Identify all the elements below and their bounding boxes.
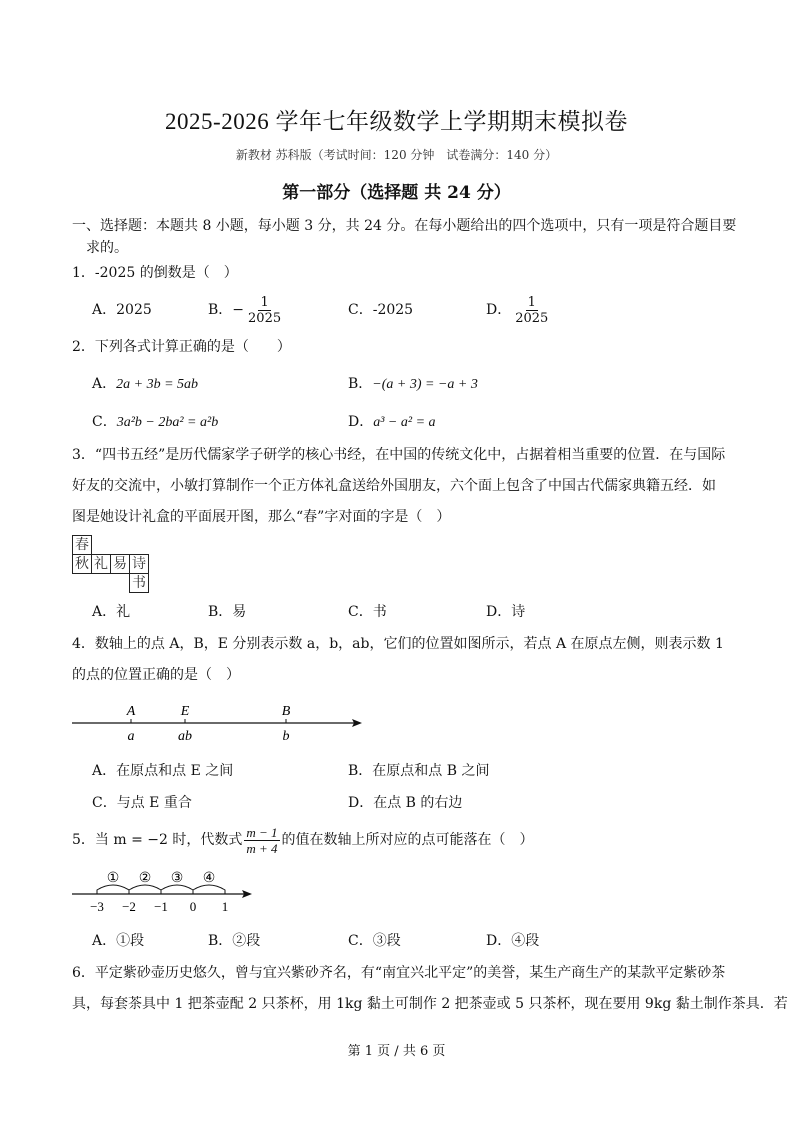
question-1-option-b: B．− $\frac{1}{2025}$ (208, 294, 282, 326)
number-line-q4 (70, 698, 370, 746)
question-5-option-b: B．②段 (208, 933, 261, 949)
segment-label-2: ② (138, 871, 152, 886)
question-1-option-a: A．2025 (92, 302, 152, 318)
value-label-b: b (282, 729, 290, 744)
question-3-option-a: A．礼 (92, 604, 131, 620)
tick-label: −2 (122, 899, 136, 914)
page-number: 第 1 页 / 共 6 页 (347, 1044, 446, 1059)
segment-label-4: ④ (202, 871, 216, 886)
instructions-line-2: 求的。 (86, 240, 128, 256)
section-title: 第一部分（选择题 共 24 分） (282, 183, 511, 203)
question-1-option-d: D． $\frac{1}{2025}$ (486, 294, 549, 326)
net-face-middle-4: 诗 (129, 554, 149, 574)
question-2-option-c: C．3a²b − 2ba² = a²b (92, 414, 219, 430)
tick-label: 0 (189, 899, 197, 914)
net-face-middle-3: 易 (110, 554, 130, 574)
question-4-option-b: B．在原点和点 B 之间 (348, 763, 490, 779)
number-line-q5 (70, 866, 260, 916)
question-5-stem: 5．当 m = −2 时，代数式 $\frac{m - 1}{m + 4}$ 的值在数轴上所对应的点可能落在（ ） (72, 824, 534, 856)
instructions-line-1: 一、选择题：本题共 8 小题，每小题 3 分，共 24 分。在每小题给出的四个选项中，只有一项是符合题目要 (72, 218, 737, 234)
question-4-option-d: D．在点 B 的右边 (348, 795, 463, 811)
question-2-option-b: B．−(a + 3) = −a + 3 (348, 376, 478, 392)
question-2-option-a: A．2a + 3b = 5ab (92, 376, 199, 392)
question-3-option-c: C．书 (348, 604, 387, 620)
net-face-middle-1: 秋 (72, 554, 92, 574)
question-1-option-c: C．-2025 (348, 302, 414, 318)
question-5-option-c: C．③段 (348, 933, 401, 949)
segment-label-3: ③ (170, 871, 184, 886)
tick-label: −1 (154, 899, 168, 914)
net-face-middle-2: 礼 (91, 554, 111, 574)
question-3-option-b: B．易 (208, 604, 247, 620)
question-3-stem-line-3: 图是她设计礼盒的平面展开图，那么“春”字对面的字是（ ） (72, 509, 451, 525)
net-face-top: 春 (72, 535, 92, 555)
exam-subtitle: 新教材 苏科版（考试时间：120 分钟 试卷满分：140 分） (235, 148, 558, 162)
question-4-stem-line-2: 的点的位置正确的是（ ） (72, 667, 240, 683)
question-6-stem-line-2: 具，每套茶具中 1 把茶壶配 2 只茶杯，用 1kg 黏土可制作 2 把茶壶或 5 只茶杯，现在要用 9kg 黏土制作茶具．若 (72, 996, 788, 1012)
segment-label-1: ① (106, 871, 120, 886)
question-2-option-d: D．a³ − a² = a (348, 414, 436, 430)
point-label-e: E (180, 704, 190, 719)
fraction: $\frac{1}{2025}$ (515, 294, 549, 326)
tick-label: 1 (221, 899, 229, 914)
tick-label: −3 (90, 899, 104, 914)
exam-title: 2025-2026 学年七年级数学上学期期末模拟卷 (165, 109, 628, 134)
value-label-ab: ab (178, 729, 192, 744)
cube-net-diagram (72, 535, 152, 595)
point-label-a-upper: A (126, 704, 136, 719)
fraction: $\frac{m - 1}{m + 4}$ (246, 824, 278, 856)
question-4-stem-line-1: 4．数轴上的点 A，B，E 分别表示数 a，b，ab，它们的位置如图所示，若点 A 在原点左侧，则表示数 1 (72, 636, 724, 652)
question-5-option-d: D．④段 (486, 933, 540, 949)
point-label-b-upper: B (281, 704, 291, 719)
question-3-option-d: D．诗 (486, 604, 526, 620)
question-3-stem-line-1: 3．“四书五经”是历代儒家学子研学的核心书经，在中国的传统文化中，占据着相当重要的位置．在与国际 (72, 447, 726, 463)
fraction: $\frac{1}{2025}$ (248, 294, 282, 326)
question-1-stem: 1．-2025 的倒数是（ ） (72, 265, 238, 281)
value-label-a: a (127, 729, 135, 744)
question-3-stem-line-2: 好友的交流中，小敏打算制作一个正方体礼盒送给外国朋友，六个面上包含了中国古代儒家典籍五经．如 (72, 478, 716, 494)
question-4-option-c: C．与点 E 重合 (92, 795, 192, 811)
net-face-bottom: 书 (129, 573, 149, 593)
question-5-option-a: A．①段 (92, 933, 145, 949)
question-6-stem-line-1: 6．平定紫砂壶历史悠久，曾与宜兴紫砂齐名，有“南宜兴北平定”的美誉，某生产商生产的某款平定紫砂茶 (72, 965, 726, 981)
question-2-stem: 2．下列各式计算正确的是（ ） (72, 339, 291, 355)
question-4-option-a: A．在原点和点 E 之间 (92, 763, 234, 779)
